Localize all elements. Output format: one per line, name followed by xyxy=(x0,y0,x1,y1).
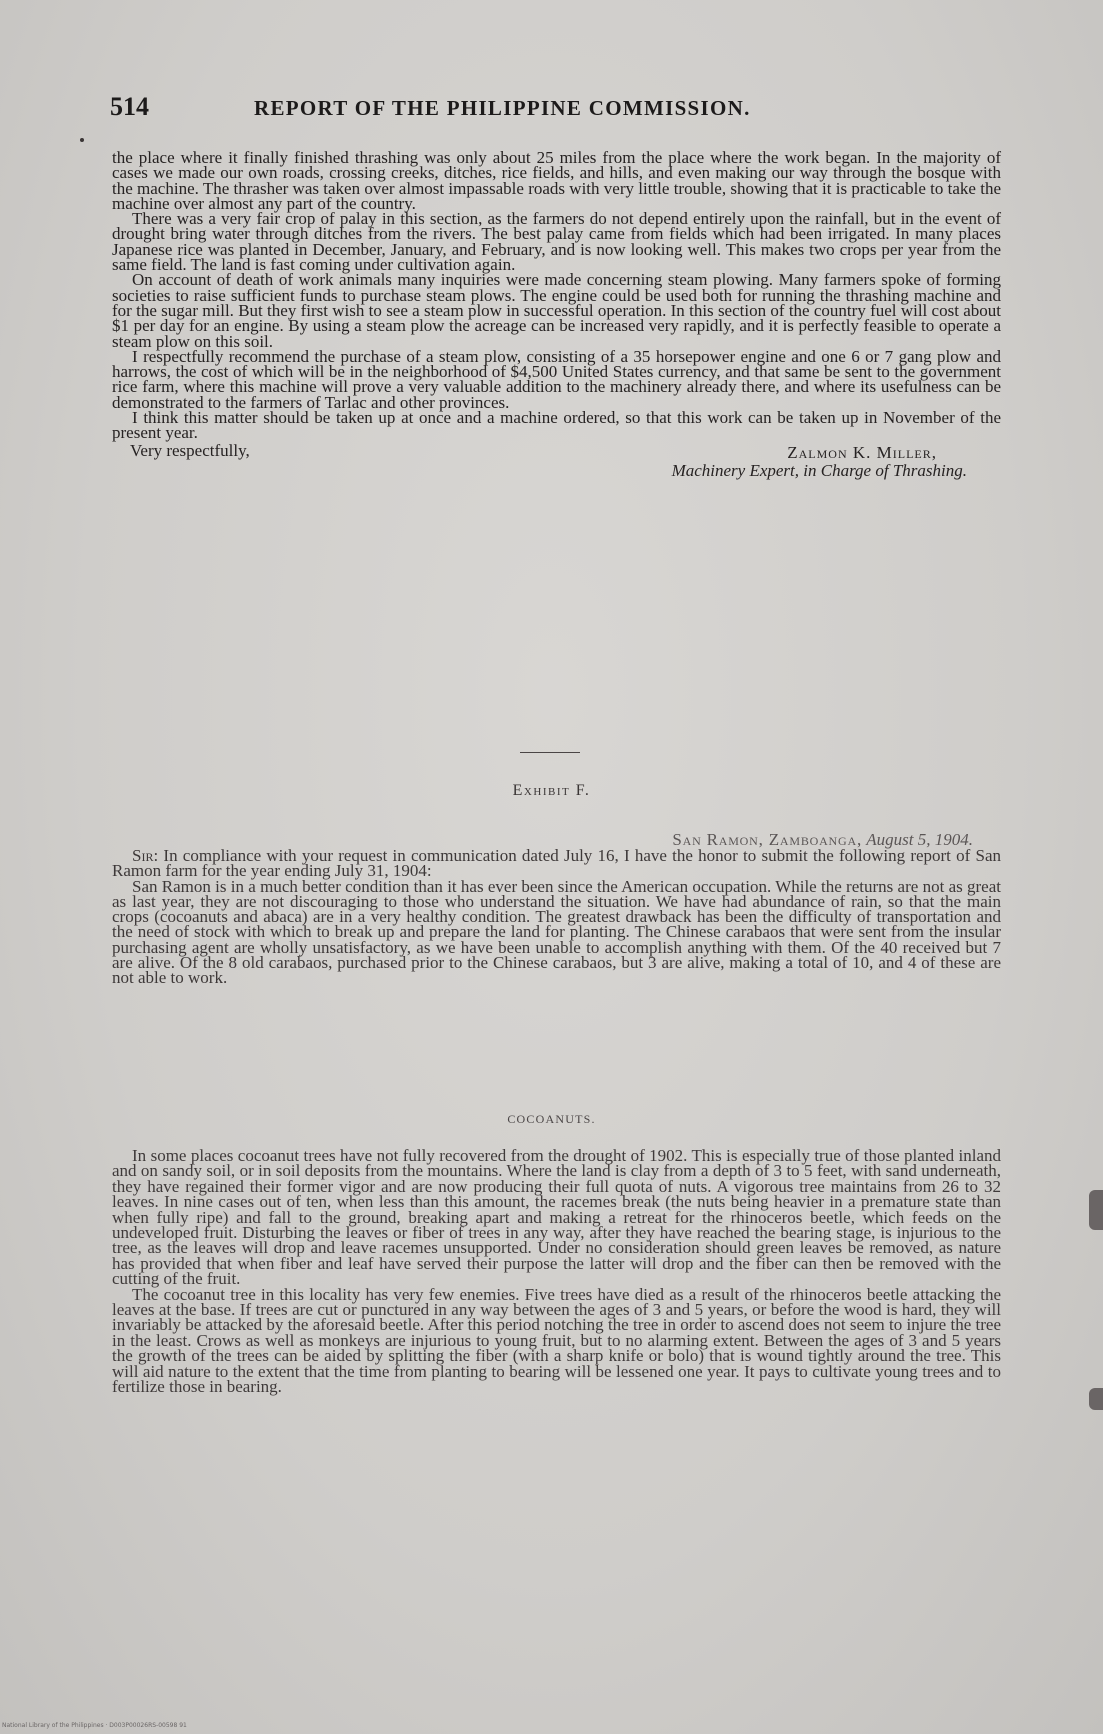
dateline-place: San Ramon, Zamboanga, xyxy=(672,830,863,849)
signature-block xyxy=(112,441,1001,497)
running-title: REPORT OF THE PHILIPPINE COMMISSION. xyxy=(254,96,751,120)
cocoanuts-body xyxy=(112,1148,1001,1395)
page-number: 514 xyxy=(110,92,149,121)
closing-phrase: Very respectfully, xyxy=(130,440,250,460)
dateline-date: August 5, 1904. xyxy=(866,830,973,849)
page-header xyxy=(110,92,1010,132)
exhibit-body xyxy=(112,848,1001,986)
scan-edge-mark xyxy=(1089,1190,1103,1230)
cocoanuts-paragraph: The cocoanut tree in this locality has very few enemies. Five trees have died as a result of the rhinoceros beetle attacking the leaves at the base. If trees are cut or punctured in any way between the ages of 3 and 5 years, or before the wood is hard, they will invariably be attacked by the aforesaid beetle. After this period notching the tree in order to ascend does not seem to injure the tree in the least. Crows as well as monkeys are injurious to young fruit, but to no alarming extent. Between the ages of 3 and 5 years the growth of the trees can be aided by splitting the fiber (with a sharp knife or bolo) that is wound tightly around the tree. This will aid nature to the extent that the time from planting to bearing will be lessened one year. It pays to cultivate young trees and to fertilize those in bearing. xyxy=(112,1284,1001,1397)
letter-paragraph: On account of death of work animals many inquiries were made concerning steam plowing. Many farmers spoke of forming societies to raise sufficient funds to purchase steam plows. The engine could be used both for running the thrashing machine and for the sugar mill. But they first wish to see a steam plow in successful operation. In this section of the country fuel will cost about $1 per day for an engine. By using a steam plow the acreage can be increased very rapidly, and it is perfectly feasible to operate a steam plow on this soil. xyxy=(112,270,1001,351)
section-divider xyxy=(520,752,580,753)
letter-paragraph: I respectfully recommend the purchase of a steam plow, consisting of a 35 horsepower engine and one 6 or 7 gang plow and harrows, the cost of which will be in the neighborhood of $4,500 United States currency, and that same be sent to the government rice farm, where this machine will prove a very valuable addition to the machinery already there, and where its usefulness can be demonstrated to the farmers of Tarlac and other provinces. xyxy=(112,346,1001,412)
exhibit-intro: In compliance with your request in communication dated July 16, I have the honor to submit the following report of San Ramon farm for the year ending July 31, 1904: xyxy=(112,846,1002,881)
letter-paragraph: There was a very fair crop of palay in this section, as the farmers do not depend entirely upon the rainfall, but in the event of drought bring water through ditches from the rivers. The best palay came from fields which had been irrigated. In many places Japanese rice was planted in December, January, and February, and is now looking well. This makes two crops per year from the same field. The land is fast coming under cultivation again. xyxy=(112,209,1001,275)
letter-body xyxy=(112,150,1001,497)
exhibit-heading: Exhibit F. xyxy=(512,782,591,799)
scan-edge-mark xyxy=(1089,1388,1103,1410)
exhibit-paragraph: San Ramon is in a much better condition than it has ever been since the American occupation. While the returns are not as great as last year, they are not discouraging to those who understand the situation. We have had abundance of rain, so that the main crops (cocoanuts and abaca) are in a very healthy condition. The greatest drawback has been the difficulty of transportation and the need of stock with which to break up and prepare the land for planting. The Chinese carabaos that were sent from the insular purchasing agent are wholly unsatisfactory, as we have been unable to accomplish anything with them. Of the 40 received but 7 are alive. Of the 8 old carabaos, purchased prior to the Chinese carabaos, but 3 are alive, making a total of 10, and 4 of these are not able to work. xyxy=(112,876,1001,988)
exhibit-paragraph xyxy=(112,848,1001,879)
salutation: Sir: xyxy=(132,846,159,865)
ink-speck xyxy=(80,138,84,142)
section-heading-cocoanuts: COCOANUTS. xyxy=(507,1112,596,1126)
signer-title: Machinery Expert, in Charge of Thrashing. xyxy=(671,460,967,480)
cocoanuts-paragraph: In some places cocoanut trees have not fully recovered from the drought of 1902. This is especially true of those planted inland and on sandy soil, or in soil deposits from the mountains. Where the land is clay from a depth of 3 to 5 feet, with sand underneath, they have regained their former vigor and are now producing their full quota of nuts. A vigorous tree maintains from 26 to 32 leaves. In nine cases out of ten, when less than this amount, the racemes break (the nuts being heavier in a premature state than when fully ripe) and fall to the ground, breaking apart and making a retreat for the rhinoceros beetle, which feeds on the undeveloped fruit. Disturbing the leaves or fiber of trees in any way, after they have reached the bearing stage, is injurious to the tree, as the leaves will drop and leave racemes unsupported. Under no consideration should green leaves be removed, as nature has provided that when fiber and leaf have served their purpose the latter will drop and the fiber can then be removed with the cutting of the fruit. xyxy=(112,1146,1001,1289)
source-note: National Library of the Philippines · D003P00026RS-00598 91 xyxy=(2,1722,187,1729)
letter-paragraph: the place where it finally finished thrashing was only about 25 miles from the place where the work began. In the majority of cases we made our own roads, crossing creeks, ditches, rice fields, and hills, and even making our way through the bosque with the machine. The thrasher was taken over almost impassable roads with very little trouble, showing that it is practicable to take the machine over almost any part of the country. xyxy=(112,148,1001,213)
letter-paragraph: I think this matter should be taken up at once and a machine ordered, so that this work can be taken up in November of the present year. xyxy=(112,408,1001,443)
signer-name: Zalmon K. Miller, xyxy=(787,442,937,462)
